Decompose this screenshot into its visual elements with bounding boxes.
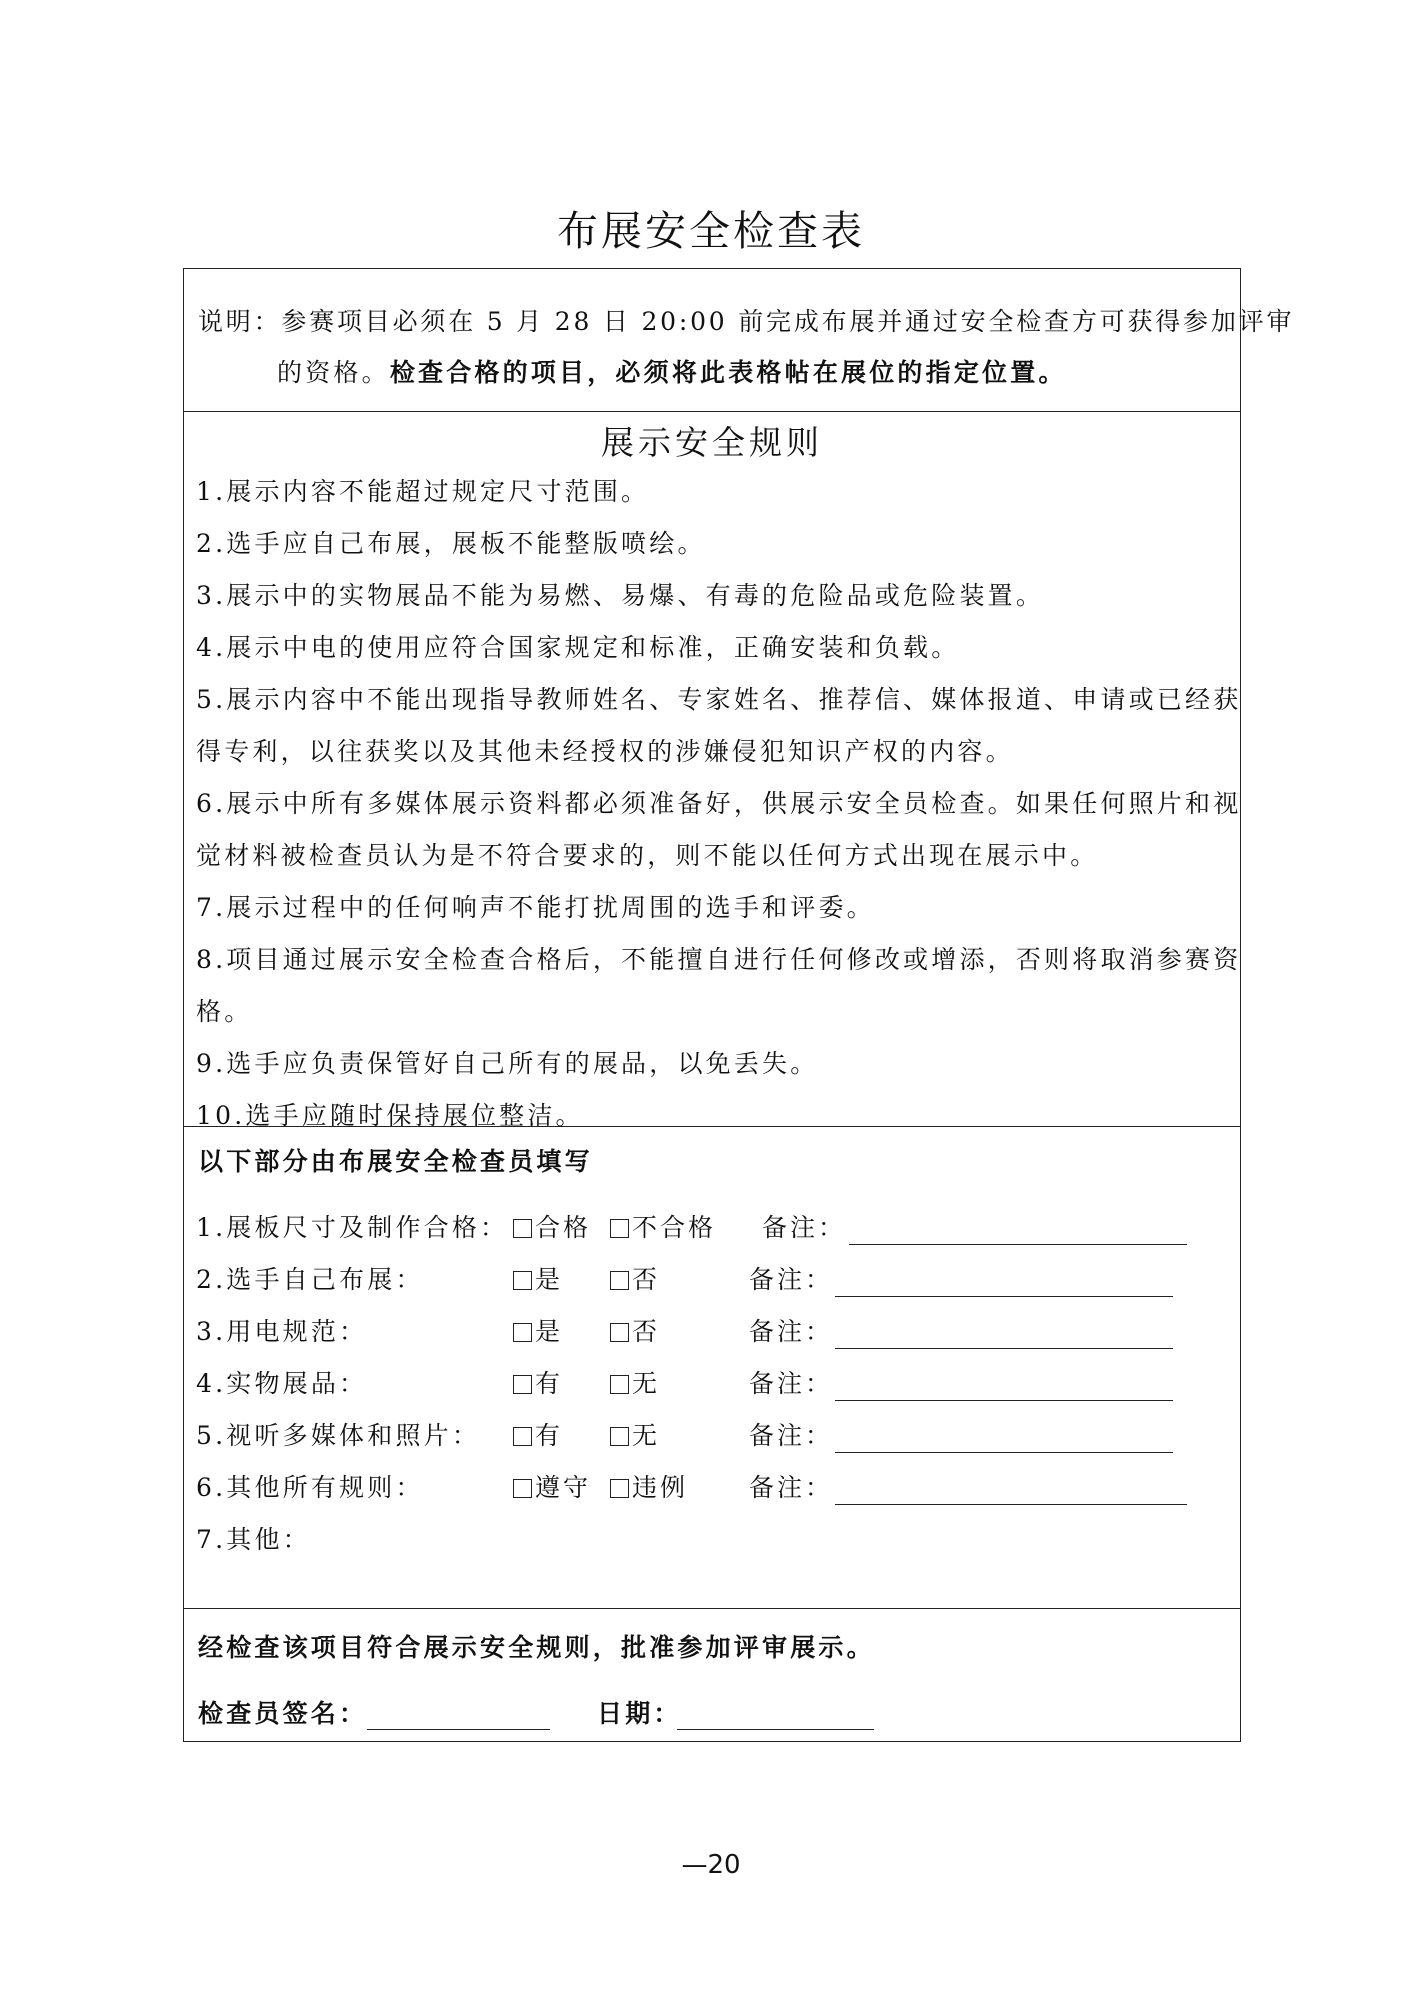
notice-line-2-bold: 检查合格的项目，必须将此表格帖在展位的指定位置。 (389, 358, 1067, 387)
check-option-1[interactable]: 遵守 (513, 1475, 591, 1500)
check-option-2[interactable]: 无 (610, 1371, 660, 1396)
checkbox[interactable] (610, 1427, 629, 1446)
note-input-line[interactable] (835, 1348, 1173, 1349)
check-option-2[interactable]: 不合格 (610, 1215, 716, 1240)
checkbox[interactable] (610, 1375, 629, 1394)
check-item-label: 1.展板尺寸及制作合格： (196, 1213, 509, 1242)
note-label: 备注： (749, 1317, 834, 1346)
date-input-line[interactable] (677, 1729, 874, 1730)
check-item-label: 7.其他： (196, 1525, 311, 1554)
check-item-label: 2.选手自己布展： (196, 1265, 424, 1294)
notice-line-2-prefix: 的资格。 (277, 358, 390, 387)
divider (184, 411, 1240, 412)
note-label: 备注： (762, 1213, 847, 1242)
checkbox[interactable] (513, 1479, 532, 1498)
checkbox[interactable] (513, 1271, 532, 1290)
check-option-1[interactable]: 有 (513, 1423, 563, 1448)
check-option-1[interactable]: 是 (513, 1267, 563, 1292)
check-option-2[interactable]: 否 (610, 1267, 660, 1292)
rules-title: 展示安全规则 (601, 423, 823, 462)
rule-line: 格。 (196, 997, 253, 1026)
checkbox[interactable] (513, 1427, 532, 1446)
approval-statement: 经检查该项目符合展示安全规则，批准参加评审展示。 (198, 1633, 875, 1662)
divider (184, 1126, 1240, 1127)
note-input-line[interactable] (849, 1244, 1187, 1245)
rule-line: 得专利，以往获奖以及其他未经授权的涉嫌侵犯知识产权的内容。 (196, 737, 1014, 766)
rule-line: 10.选手应随时保持展位整洁。 (196, 1101, 584, 1130)
check-option-2[interactable]: 违例 (610, 1475, 688, 1500)
note-input-line[interactable] (835, 1400, 1173, 1401)
note-label: 备注： (749, 1421, 834, 1450)
checkbox[interactable] (610, 1219, 629, 1238)
check-option-2[interactable]: 无 (610, 1423, 660, 1448)
rule-line: 4.展示中电的使用应符合国家规定和标准，正确安装和负载。 (196, 633, 960, 662)
rule-line: 觉材料被检查员认为是不符合要求的，则不能以任何方式出现在展示中。 (196, 841, 1099, 870)
check-item-label: 4.实物展品： (196, 1369, 368, 1398)
check-item-label: 5.视听多媒体和照片： (196, 1421, 481, 1450)
checklist-table (183, 268, 1295, 1742)
signature-input-line[interactable] (367, 1729, 550, 1730)
checkbox[interactable] (513, 1375, 532, 1394)
note-label: 备注： (749, 1473, 834, 1502)
date-label: 日期： (597, 1699, 682, 1728)
checkbox[interactable] (610, 1271, 629, 1290)
check-option-1[interactable]: 有 (513, 1371, 563, 1396)
inspection-heading: 以下部分由布展安全检查员填写 (198, 1147, 593, 1176)
note-label: 备注： (749, 1369, 834, 1398)
checkbox[interactable] (513, 1219, 532, 1238)
rule-line: 8.项目通过展示安全检查合格后，不能擅自进行任何修改或增添，否则将取消参赛资 (196, 945, 1242, 974)
notice-line-2 (277, 360, 1067, 385)
rule-line: 1.展示内容不能超过规定尺寸范围。 (196, 477, 650, 506)
note-label: 备注： (749, 1265, 834, 1294)
signature-label: 检查员签名： (198, 1699, 368, 1728)
check-option-2[interactable]: 否 (610, 1319, 660, 1344)
divider (184, 1608, 1240, 1609)
check-option-1[interactable]: 是 (513, 1319, 563, 1344)
check-item-label: 6.其他所有规则： (196, 1473, 424, 1502)
checkbox[interactable] (610, 1479, 629, 1498)
page-title: 布展安全检查表 (557, 207, 865, 255)
note-input-line[interactable] (835, 1296, 1173, 1297)
rule-line: 3.展示中的实物展品不能为易燃、易爆、有毒的危险品或危险装置。 (196, 581, 1045, 610)
rule-line: 9.选手应负责保管好自己所有的展品，以免丢失。 (196, 1049, 819, 1078)
rule-line: 5.展示内容中不能出现指导教师姓名、专家姓名、推荐信、媒体报道、申请或已经获 (196, 685, 1242, 714)
notice-line-1: 说明：参赛项目必须在 5 月 28 日 20:00 前完成布展并通过安全检查方可获得参加评审 (198, 307, 1295, 336)
checkbox[interactable] (513, 1323, 532, 1342)
check-option-1[interactable]: 合格 (513, 1215, 591, 1240)
page-number: —20 (681, 1850, 741, 1880)
rule-line: 7.展示过程中的任何响声不能打扰周围的选手和评委。 (196, 893, 875, 922)
note-input-line[interactable] (835, 1452, 1173, 1453)
checkbox[interactable] (610, 1323, 629, 1342)
note-input-line[interactable] (835, 1504, 1187, 1505)
check-item-label: 3.用电规范： (196, 1317, 368, 1346)
rule-line: 2.选手应自己布展，展板不能整版喷绘。 (196, 529, 706, 558)
rule-line: 6.展示中所有多媒体展示资料都必须准备好，供展示安全员检查。如果任何照片和视 (196, 789, 1242, 818)
